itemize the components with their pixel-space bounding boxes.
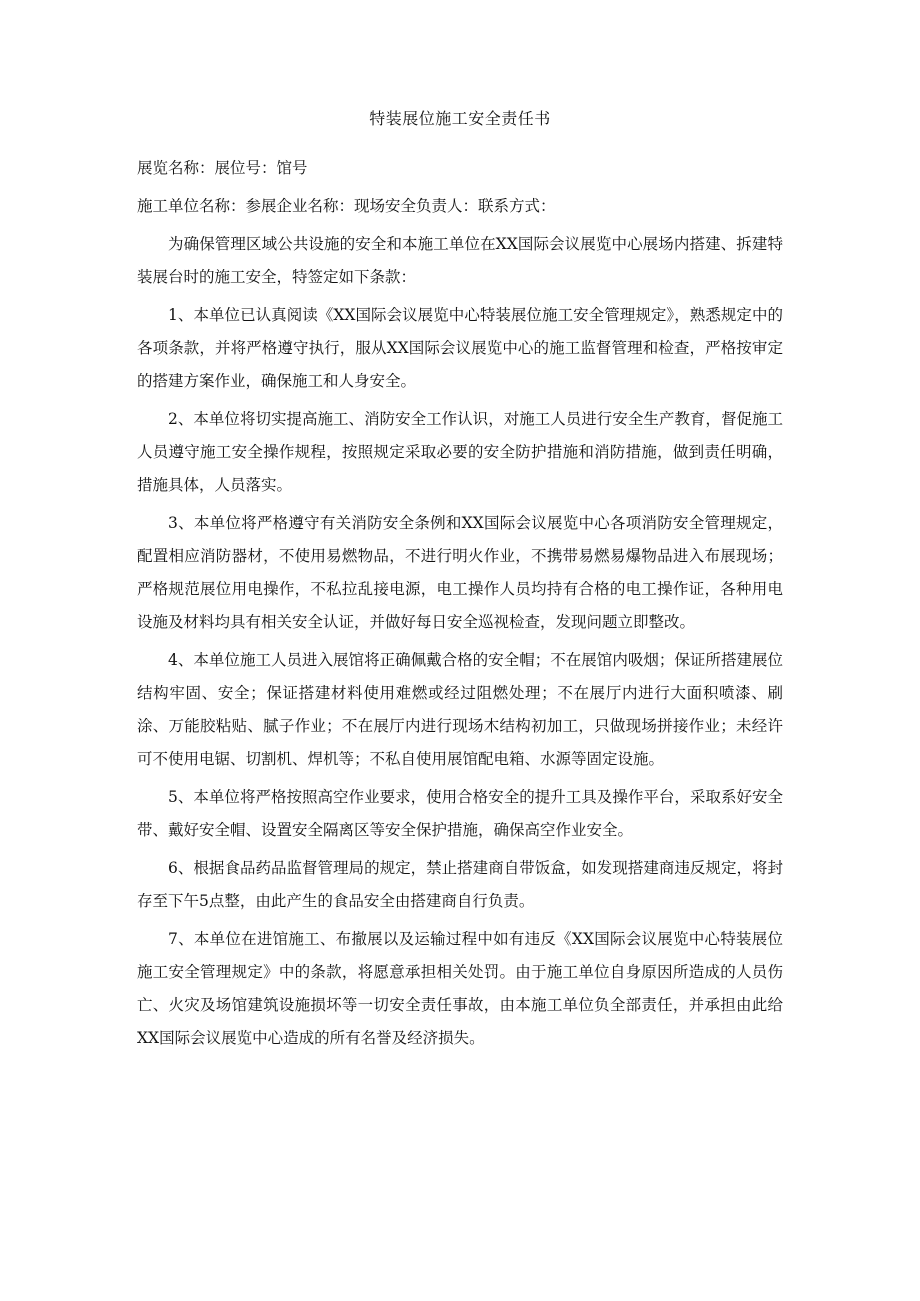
intro-paragraph: 为确保管理区域公共设施的安全和本施工单位在XX国际会议展览中心展场内搭建、拆建特装展台时的施工安全，特签定如下条款： xyxy=(137,235,783,286)
clause-5: 5、本单位将严格按照高空作业要求，使用合格安全的提升工具及操作平台，采取系好安全带、戴好安全帽、设置安全隔离区等安全保护措施，确保高空作业安全。 xyxy=(137,788,783,839)
clause-6: 6、根据食品药品监督管理局的规定，禁止搭建商自带饭盒，如发现搭建商违反规定，将封存至下午5点整，由此产生的食品安全由搭建商自行负责。 xyxy=(137,859,783,910)
clause-2: 2、本单位将切实提高施工、消防安全工作认识，对施工人员进行安全生产教育，督促施工人员遵守施工安全操作规程，按照规定采取必要的安全防护措施和消防措施，做到责任明确，措施具体，人员落实。 xyxy=(137,410,783,494)
unit-info-line: 施工单位名称：参展企业名称：现场安全负责人：联系方式： xyxy=(137,197,556,215)
clause-3: 3、本单位将严格遵守有关消防安全条例和XX国际会议展览中心各项消防安全管理规定，配置相应消防器材，不使用易燃物品，不进行明火作业，不携带易燃易爆物品进入布展现场；严格规范展位用电操作，不私拉乱接电源，电工操作人员均持有合格的电工操作证，各种用电设施及材料均具有相关安全认证，并做好每日安全巡视检查，发现问题立即整改。 xyxy=(137,514,783,631)
clause-4: 4、本单位施工人员进入展馆将正确佩戴合格的安全帽；不在展馆内吸烟；保证所搭建展位结构牢固、安全；保证搭建材料使用难燃或经过阻燃处理；不在展厅内进行大面积喷漆、刷涂、万能胶粘贴、腻子作业；不在展厅内进行现场木结构初加工，只做现场拼接作业；未经许可不使用电锯、切割机、焊机等；不私自使用展馆配电箱、水源等固定设施。 xyxy=(137,651,783,768)
clause-7: 7、本单位在进馆施工、布撤展以及运输过程中如有违反《XX国际会议展览中心特装展位施工安全管理规定》中的条款，将愿意承担相关处罚。由于施工单位自身原因所造成的人员伤亡、火灾及场馆建筑设施损坏等一切安全责任事故，由本施工单位负全部责任，并承担由此给XX国际会议展览中心造成的所有名誉及经济损失。 xyxy=(137,930,783,1047)
document-body xyxy=(137,152,783,1060)
document-title: 特装展位施工安全责任书 xyxy=(369,109,551,128)
clause-1: 1、本单位已认真阅读《XX国际会议展览中心特装展位施工安全管理规定》，熟悉规定中的各项条款，并将严格遵守执行，服从XX国际会议展览中心的施工监督管理和检查，严格按审定的搭建方案作业，确保施工和人身安全。 xyxy=(137,306,783,390)
exhibition-info-line: 展览名称：展位号：馆号 xyxy=(137,159,308,177)
